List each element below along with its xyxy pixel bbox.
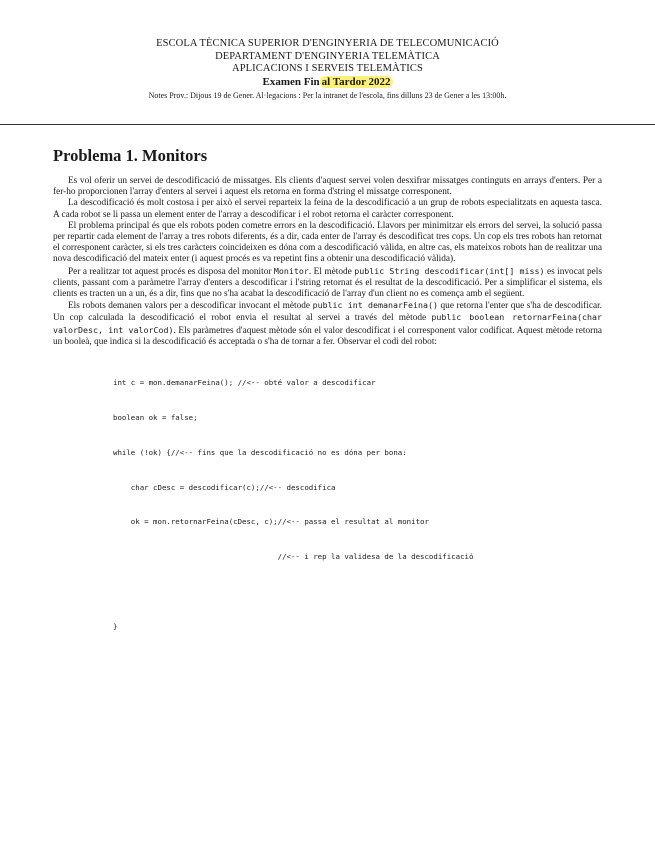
department-name: DEPARTAMENT D'ENGINYERIA TELEMÀTICA — [215, 50, 440, 62]
header-divider — [0, 124, 655, 125]
problem-section — [53, 146, 602, 655]
exam-header — [0, 38, 655, 102]
course-name: APLICACIONS I SERVEIS TELEMÀTICS — [232, 63, 423, 74]
problem-title: Problema 1. Monitors — [53, 146, 208, 165]
p4-monitor-code: Monitor — [273, 265, 309, 276]
p4-text-a: Per a realitzar tot aquest procés es disposa del monitor — [68, 266, 274, 277]
code-line: int c = mon.demanarFeina(); //<-- obté valor a descodificar — [113, 378, 376, 388]
p4-text-b: . El mètode — [308, 266, 355, 277]
code-line: boolean ok = false; — [113, 413, 198, 423]
exam-title — [0, 76, 655, 89]
paragraph-1: Es vol oferir un servei de descodificació de missatges. Els clients d'aquest servei volen desxifrar missatges continguts en arrays d'enters. Per a fer-ho proporcionen l'array d'enters al servei i aquest els retorna en forma d'string el missatge corresponent. — [53, 176, 602, 198]
paragraph-5 — [53, 300, 602, 348]
p5-text-b: que retorna l'enter que s'ha de descodificar. Un cop calculada la descodificació el robot envia el resultat al servei a través del mètode — [53, 301, 603, 324]
paragraph-2: La descodificació és molt costosa i per això el servei reparteix la feina de la descodificació a un grup de robots especialitzats en aquesta tasca. A cada robot se li passa un element enter de l'array a descodificar i el robot retorna el caràcter corresponent. — [53, 198, 602, 220]
p5-text-c: . Els paràmetres d'aquest mètode són el valor descodificat i el corresponent valor codificat. Aquest mètode retorna un booleà, que indica si la descodificació és acceptada o s'ha de tornar a fer. Observar el codi del robot: — [53, 325, 602, 347]
p4-descodificar-code: public String descodificar(int[] miss) — [354, 265, 545, 276]
code-line: char cDesc = descodificar(c);//<-- descodifica — [113, 482, 336, 492]
code-line: } — [113, 621, 118, 631]
code-line — [113, 586, 602, 598]
exam-title-highlight: al Tardor 2022 — [321, 75, 391, 88]
robot-code-block — [113, 354, 602, 655]
code-line: while (!ok) {//<-- fins que la descodificació no es dóna per bona: — [113, 447, 407, 457]
school-name: ESCOLA TÈCNICA SUPERIOR D'ENGINYERIA DE TELECOMUNICACIÓ — [156, 38, 499, 49]
p5-retornarfeina-code: public boolean retornarFeina(char valorDesc, int valorCod) — [53, 312, 602, 335]
exam-title-prefix: Examen Fin — [262, 75, 320, 88]
p5-text-a: Els robots demanen valors per a descodificar invocant el mètode — [68, 301, 313, 312]
grading-notes: Notes Prov.: Dijous 19 de Gener. Al·legacions : Per la intranet de l'escola, fins dilluns 23 de Gener a les 13:00h. — [148, 90, 507, 100]
p4-text-c: es invocat pels clients, passant com a paràmetre l'array d'enters a descodificar i l'string retornat és el resultat de la descodificació. Per a simplificar el sistema, els clients es tracten un a un, és a dir, fins que no s'ha acabat la descodificació de l'array d'un client no es comença amb el següent. — [53, 266, 602, 300]
p5-demanarfeina-code: public int demanarFeina() — [312, 300, 438, 311]
code-line: ok = mon.retornarFeina(cDesc, c);//<-- passa el resultat al monitor — [113, 517, 429, 527]
paragraph-4 — [53, 266, 602, 301]
code-line: //<-- i rep la validesa de la descodificació — [113, 552, 474, 562]
paragraph-3: El problema principal és que els robots poden cometre errors en la descodificació. Llavors per minimitzar els errors del servei, la solució passa per repartir cada element de l'array a tres robots diferents, és a dir, cada enter de l'array és descodificat tres cops. Un cop els tres robots han retornat el corresponent caràcter, si els tres caràcters coincideixen es dóna com a descodificació vàlida, en altre cas, els mateixos robots han de realitzar una nova descodificació del mateix enter (i aquest procés es va repetint fins a obtenir una descodificació vàlida). — [53, 220, 602, 265]
